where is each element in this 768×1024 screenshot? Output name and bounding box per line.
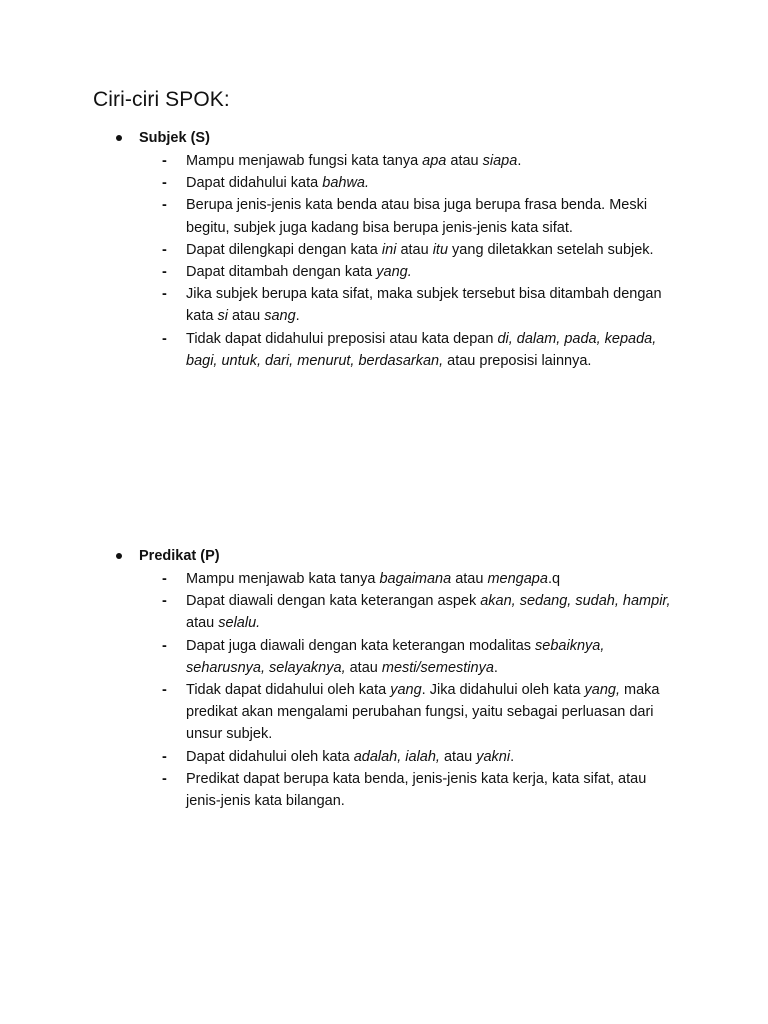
item-text: adalah, ialah,	[353, 748, 440, 765]
item-text: sang	[264, 308, 296, 325]
item-text: Jika subjek berupa kata sifat, maka subjek tersebut bisa ditambah dengan kata	[186, 286, 662, 325]
bullet-dot-icon	[116, 553, 122, 559]
dash-bullet-icon: -	[162, 286, 167, 303]
dash-bullet-icon: -	[162, 682, 167, 699]
item-text: Dapat ditambah dengan kata	[186, 264, 377, 281]
list-item	[112, 590, 672, 634]
item-text: akan, sedang, sudah, hampir,	[480, 593, 671, 610]
page-title: Ciri-ciri SPOK:	[93, 88, 230, 111]
list-item	[112, 172, 672, 194]
item-text: Dapat didahului oleh kata	[186, 748, 354, 765]
bullet-dot-icon	[116, 135, 122, 141]
dash-bullet-icon: -	[162, 241, 167, 258]
item-text: Predikat dapat berupa kata benda, jenis-jenis kata kerja, kata sifat, atau jenis-jenis kata bilangan.	[186, 770, 647, 810]
item-text: atau preposisi lainnya.	[443, 352, 592, 369]
list-item	[112, 635, 672, 679]
item-text: di, dalam, pada, kepada, bagi, untuk, dari, menurut, berdasarkan,	[186, 330, 657, 369]
item-text: .q	[547, 571, 561, 587]
item-text: bagaimana	[379, 571, 452, 587]
item-text: Dapat dilengkapi dengan kata	[186, 241, 382, 258]
list-item	[112, 679, 672, 746]
item-list	[112, 568, 672, 812]
item-text: mengapa	[487, 571, 548, 587]
item-text: yakni	[476, 748, 511, 765]
item-text: atau	[439, 748, 477, 765]
item-text: yang	[390, 682, 422, 699]
list-item	[112, 568, 672, 590]
item-text: .	[517, 153, 522, 169]
item-text: bahwa.	[322, 175, 370, 192]
item-text: Berupa jenis-jenis kata benda atau bisa juga berupa frasa benda. Meski begitu, subjek juga kadang bisa berupa jenis-jenis kata sifat.	[186, 197, 648, 236]
dash-bullet-icon: -	[162, 637, 167, 654]
item-text: maka predikat akan mengalami perubahan fungsi, yaitu sebagai perluasan dari unsur subjek.	[186, 682, 660, 743]
dash-bullet-icon: -	[162, 571, 167, 587]
section-heading: Subjek (S)	[139, 130, 210, 146]
section-subjek	[112, 128, 672, 372]
section-heading-row	[112, 546, 672, 566]
list-item	[112, 328, 672, 372]
item-text: atau	[446, 153, 483, 169]
item-text: atau	[451, 571, 488, 587]
section-heading: Predikat (P)	[139, 548, 220, 564]
dash-bullet-icon: -	[162, 330, 167, 347]
item-text: apa	[422, 153, 447, 169]
item-list	[112, 150, 672, 372]
item-text: .	[510, 748, 515, 765]
item-text: atau	[227, 308, 265, 325]
item-text: si	[217, 308, 228, 325]
item-text: mesti/semestinya	[381, 659, 494, 676]
list-item	[112, 239, 672, 261]
dash-bullet-icon: -	[162, 175, 167, 192]
list-item	[112, 283, 672, 327]
item-text: Tidak dapat didahului oleh kata	[186, 682, 391, 699]
item-text: yang diletakkan setelah subjek.	[448, 241, 654, 258]
section-predikat	[112, 546, 672, 812]
item-text: yang,	[584, 682, 620, 699]
list-item	[112, 768, 672, 812]
item-text: Mampu menjawab fungsi kata tanya	[186, 153, 423, 169]
item-text: . Jika didahului oleh kata	[421, 682, 585, 699]
list-item	[112, 150, 672, 172]
dash-bullet-icon: -	[162, 153, 167, 169]
dash-bullet-icon: -	[162, 197, 167, 214]
item-text: selalu.	[218, 615, 261, 632]
item-text: .	[295, 308, 300, 325]
item-text: Dapat diawali dengan kata keterangan aspek	[186, 593, 481, 610]
item-text: yang.	[376, 264, 412, 281]
section-heading-row	[112, 128, 672, 148]
item-text: Dapat didahului kata	[186, 175, 323, 192]
item-text: .	[493, 659, 498, 676]
item-text: Mampu menjawab kata tanya	[186, 571, 380, 587]
item-text: itu	[432, 241, 449, 258]
item-text: ini	[381, 241, 397, 258]
item-text: sebaiknya, seharusnya, selayaknya,	[186, 637, 605, 676]
dash-bullet-icon: -	[162, 264, 167, 281]
item-text: atau	[345, 659, 382, 676]
list-item	[112, 261, 672, 283]
item-text: atau	[396, 241, 433, 258]
dash-bullet-icon: -	[162, 748, 167, 765]
item-text: siapa	[482, 153, 518, 169]
item-text: Tidak dapat didahului preposisi atau kata depan	[186, 330, 498, 347]
item-text: atau	[186, 615, 219, 632]
dash-bullet-icon: -	[162, 593, 167, 610]
list-item	[112, 194, 672, 238]
dash-bullet-icon: -	[162, 770, 167, 787]
list-item	[112, 746, 672, 768]
item-text: Dapat juga diawali dengan kata keterangan modalitas	[186, 637, 536, 654]
